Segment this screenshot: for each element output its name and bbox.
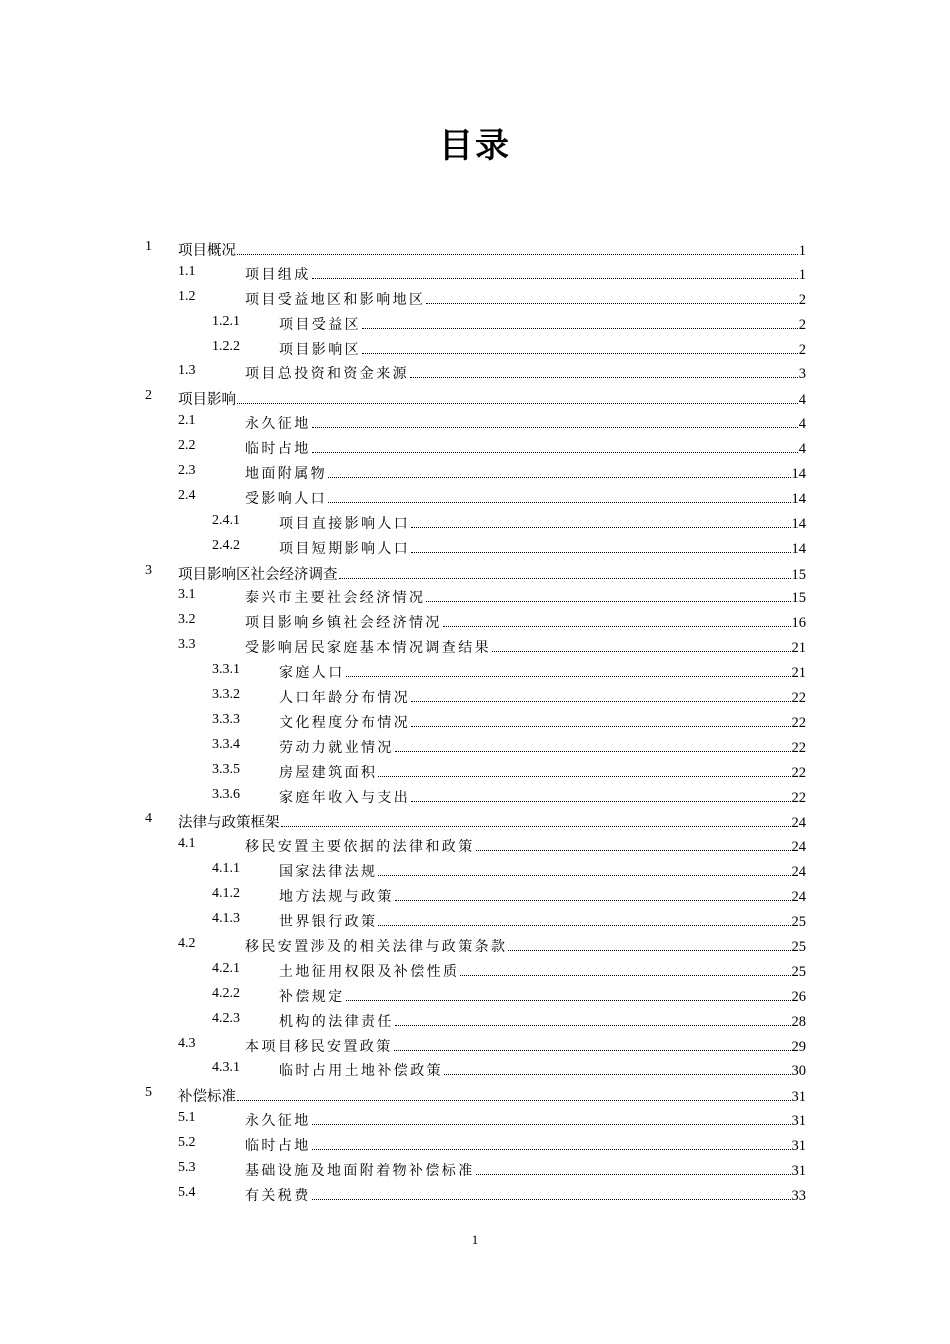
dot-leader [346,1000,791,1001]
dot-leader [411,801,790,802]
toc-entry-title: 基础设施及地面附着物补偿标准 [245,1162,475,1179]
dot-leader [312,1149,791,1150]
toc-entry[interactable] [0,858,950,883]
toc-entry-body [245,363,806,383]
toc-entry-number: 2.1 [178,413,196,429]
toc-entry-body [279,538,806,558]
toc-entry[interactable] [0,311,950,336]
dot-leader [410,377,798,378]
toc-entry-page: 16 [791,615,806,632]
toc-entry[interactable] [0,734,950,759]
toc-entry[interactable] [0,261,950,286]
toc-entry[interactable] [0,1132,950,1157]
toc-entry-page: 29 [791,1038,806,1055]
dot-leader [362,328,798,329]
toc-entry[interactable] [0,634,950,659]
toc-entry-title: 项目受益地区和影响地区 [245,291,426,308]
toc-entry-page: 22 [791,789,806,806]
toc-entry-title: 房屋建筑面积 [279,764,378,781]
dot-leader [312,452,798,453]
toc-entry-body [178,1085,806,1106]
toc-entry-title: 临时占用土地补偿政策 [279,1063,443,1080]
toc-entry[interactable] [0,360,950,385]
toc-entry-title: 永久征地 [245,416,311,433]
toc-entry-page: 31 [791,1162,806,1179]
toc-entry-page: 22 [791,764,806,781]
toc-entry-number: 4.1.1 [212,861,240,877]
toc-entry-number: 2.2 [178,438,196,454]
toc-entry-page: 30 [791,1063,806,1080]
dot-leader [237,1100,791,1101]
toc-entry-title: 项目影响乡镇社会经济情况 [245,615,442,632]
toc-entry-body [279,986,806,1006]
toc-entry-page: 4 [798,392,806,409]
toc-entry-number: 4.2.3 [212,1010,240,1026]
toc-entry-page: 24 [791,815,806,832]
dot-leader [237,403,798,404]
toc-entry[interactable] [0,808,950,833]
toc-entry-title: 项目影响区社会经济调查 [178,566,338,583]
toc-entry-body [245,289,806,309]
toc-entry-title: 文化程度分布情况 [279,714,411,731]
toc-entry[interactable] [0,1157,950,1182]
toc-entry-body [245,1036,806,1056]
toc-entry[interactable] [0,1033,950,1058]
toc-entry-title: 有关税费 [245,1187,311,1204]
dot-leader [411,701,790,702]
toc-entry-body [245,488,806,508]
dot-leader [237,254,798,255]
toc-entry-title: 受影响人口 [245,490,327,507]
toc-entry-title: 国家法律法规 [279,864,378,881]
toc-entry-title: 永久征地 [245,1113,311,1130]
dot-leader [395,900,791,901]
toc-entry-number: 3.3 [178,637,196,653]
toc-entry-number: 4.2.1 [212,960,240,976]
toc-entry-body [279,712,806,732]
toc-entry-body [245,587,806,607]
toc-entry-page: 2 [798,341,806,358]
toc-entry-number: 5.4 [178,1184,196,1200]
toc-entry[interactable] [0,1082,950,1107]
toc-entry-number: 4.3.1 [212,1060,240,1076]
dot-leader [411,552,790,553]
toc-entry-number: 4.1 [178,836,196,852]
toc-entry-number: 1.3 [178,363,196,379]
toc-entry-title: 补偿规定 [279,988,345,1005]
toc-entry-title: 世界银行政策 [279,914,378,931]
toc-entry-body [279,886,806,906]
dot-leader [508,950,790,951]
toc-entry[interactable] [0,958,950,983]
toc-entry-title: 地方法规与政策 [279,889,394,906]
toc-entry-title: 项目概况 [178,243,236,259]
dot-leader [328,477,791,478]
toc-entry-number: 2 [145,388,152,404]
toc-entry-page: 33 [791,1187,806,1204]
toc-entry-body [245,438,806,458]
toc-entry-title: 劳动力就业情况 [279,739,394,756]
dot-leader [476,1174,791,1175]
toc-entry-body [245,1110,806,1130]
toc-entry-number: 1.2.1 [212,313,240,329]
toc-entry-page: 22 [791,690,806,707]
dot-leader [476,850,791,851]
toc-entry-number: 5 [145,1085,152,1101]
toc-entry-page: 1 [798,266,806,283]
toc-entry[interactable] [0,336,950,361]
dot-leader [346,676,791,677]
toc-entry-body [279,787,806,807]
toc-entry[interactable] [0,833,950,858]
toc-entry[interactable] [0,983,950,1008]
toc-entry[interactable] [0,385,950,410]
toc-entry[interactable] [0,510,950,535]
toc-entry-body [245,836,806,856]
toc-entry[interactable] [0,236,950,261]
toc-entry-body [245,413,806,433]
toc-entry-page: 31 [791,1089,806,1106]
dot-leader [328,502,791,503]
toc-entry-body [279,687,806,707]
dot-leader [362,353,798,354]
toc-entry-number: 3.3.1 [212,662,240,678]
toc-entry-page: 2 [798,291,806,308]
toc-entry-number: 3.3.2 [212,687,240,703]
toc-entry-body [245,1135,806,1155]
toc-entry-body [279,861,806,881]
toc-entry-number: 5.3 [178,1159,196,1175]
toc-entry-page: 31 [791,1113,806,1130]
toc-entry-title: 项目受益区 [279,316,361,333]
toc-entry-title: 法律与政策框架 [178,815,280,832]
toc-entry[interactable] [0,709,950,734]
toc-entry-body [279,911,806,931]
toc-entry-page: 24 [791,839,806,856]
toc-entry-body [178,239,806,260]
toc-entry-page: 4 [798,441,806,458]
dot-leader [411,726,790,727]
toc-entry-title: 项目影响区 [279,341,361,358]
toc-entry-title: 项目影响 [178,392,236,409]
dot-leader [394,1050,791,1051]
toc-entry-page: 4 [798,416,806,433]
toc-entry-title: 家庭年收入与支出 [279,789,411,806]
toc-entry-title: 受影响居民家庭基本情况调查结果 [245,640,491,657]
toc-entry[interactable] [0,535,950,560]
toc-entry-number: 3.2 [178,612,196,628]
toc-entry-page: 1 [798,243,806,259]
toc-entry-body [245,612,806,632]
toc-entry[interactable] [0,784,950,809]
toc-entry-number: 4.1.3 [212,911,240,927]
toc-entry-title: 项目直接影响人口 [279,515,411,532]
toc-entry-page: 2 [798,316,806,333]
toc-entry-number: 3.3.5 [212,761,240,777]
toc-entry-page: 14 [791,490,806,507]
toc-entry[interactable] [0,460,950,485]
page-number: 1 [471,1232,479,1247]
toc-entry-title: 机构的法律责任 [279,1013,394,1030]
toc-entry-page: 22 [791,714,806,731]
toc-entry[interactable] [0,1057,950,1082]
dot-leader [312,278,798,279]
toc-entry-page: 25 [791,914,806,931]
toc-entry[interactable] [0,933,950,958]
toc-entry-page: 14 [791,540,806,557]
toc-entry-title: 项目短期影响人口 [279,540,411,557]
toc-entry-number: 1.1 [178,263,196,279]
toc-entry-page: 25 [791,963,806,980]
toc-entry-title: 项目组成 [245,266,311,283]
toc-entry-title: 泰兴市主要社会经济情况 [245,590,426,607]
dot-leader [460,975,790,976]
toc-entry-body [279,762,806,782]
toc-entry-page: 14 [791,466,806,483]
toc-entry[interactable] [0,684,950,709]
toc-entry-number: 5.1 [178,1110,196,1126]
toc-entry-body [245,264,806,284]
toc-entry-title: 临时占地 [245,441,311,458]
toc-entry-body [279,314,806,334]
toc-entry-title: 补偿标准 [178,1089,236,1106]
dot-leader [492,651,791,652]
toc-entry-page: 21 [791,665,806,682]
toc-entry-title: 临时占地 [245,1138,311,1155]
toc-entry[interactable] [0,883,950,908]
toc-entry[interactable] [0,584,950,609]
toc-entry[interactable] [0,1182,950,1207]
toc-entry-number: 3.3.3 [212,711,240,727]
toc-entry-body [279,662,806,682]
toc-entry-number: 2.3 [178,463,196,479]
dot-leader [312,1124,791,1125]
toc-entry[interactable] [0,908,950,933]
dot-leader [444,1074,791,1075]
dot-leader [378,776,790,777]
toc-entry-number: 1.2 [178,288,196,304]
dot-leader [378,925,790,926]
toc-entry-page: 24 [791,889,806,906]
dot-leader [312,427,798,428]
toc-entry-page: 3 [798,366,806,383]
toc-entry-number: 2.4.2 [212,537,240,553]
toc-entry-number: 4.1.2 [212,886,240,902]
toc-entry-title: 移民安置主要依据的法律和政策 [245,839,475,856]
dot-leader [443,626,791,627]
dot-leader [426,303,797,304]
dot-leader [312,1199,791,1200]
toc-entry-body [279,1060,806,1080]
toc-entry[interactable] [0,659,950,684]
toc-entry[interactable] [0,485,950,510]
toc-entry-body [178,388,806,409]
toc-entry-number: 4.3 [178,1035,196,1051]
toc-entry-title: 人口年龄分布情况 [279,690,411,707]
toc-entry-page: 24 [791,864,806,881]
toc-entry-page: 15 [791,590,806,607]
toc-entry-title: 项目总投资和资金来源 [245,366,409,383]
toc-entry-number: 2.4 [178,487,196,503]
toc-entry-page: 14 [791,515,806,532]
toc-entry-title: 本项目移民安置政策 [245,1038,393,1055]
toc-entry-title: 地面附属物 [245,466,327,483]
toc-entry-page: 28 [791,1013,806,1030]
dot-leader [411,527,790,528]
toc-entry-title: 家庭人口 [279,665,345,682]
toc-entry-body [279,961,806,981]
toc-entry-body [178,563,806,584]
toc-entry[interactable] [0,759,950,784]
table-of-contents [0,236,950,1207]
toc-entry-body [245,637,806,657]
page-title: 目录 [439,126,511,166]
toc-entry-body [279,513,806,533]
toc-entry-body [279,737,806,757]
toc-entry-number: 3.3.6 [212,786,240,802]
dot-leader [395,751,791,752]
toc-entry-body [245,1160,806,1180]
toc-entry-title: 移民安置涉及的相关法律与政策条款 [245,938,508,955]
toc-entry[interactable] [0,1107,950,1132]
toc-entry-page: 26 [791,988,806,1005]
toc-entry-page: 22 [791,739,806,756]
toc-entry[interactable] [0,410,950,435]
toc-entry[interactable] [0,1008,950,1033]
toc-entry[interactable] [0,560,950,585]
toc-entry-page: 15 [791,566,806,583]
dot-leader [426,601,790,602]
toc-entry-body [279,339,806,359]
dot-leader [378,875,790,876]
toc-entry-number: 2.4.1 [212,512,240,528]
toc-entry-number: 3 [145,562,152,578]
toc-entry-number: 4.2 [178,935,196,951]
toc-entry-number: 1.2.2 [212,338,240,354]
dot-leader [339,578,791,579]
toc-entry-number: 3.1 [178,587,196,603]
toc-entry-body [245,936,806,956]
toc-entry-number: 1 [145,239,152,254]
toc-entry[interactable] [0,435,950,460]
toc-entry-page: 31 [791,1138,806,1155]
toc-entry-body [178,811,806,832]
toc-entry-page: 21 [791,640,806,657]
dot-leader [281,826,791,827]
toc-entry-number: 4.2.2 [212,985,240,1001]
dot-leader [395,1025,791,1026]
toc-entry-number: 3.3.4 [212,736,240,752]
toc-entry-number: 4 [145,811,152,827]
toc-entry[interactable] [0,286,950,311]
toc-entry-body [279,1011,806,1031]
toc-entry-number: 5.2 [178,1135,196,1151]
toc-entry-title: 土地征用权限及补偿性质 [279,963,460,980]
toc-entry-page: 25 [791,938,806,955]
toc-entry[interactable] [0,609,950,634]
toc-entry-body [245,1185,806,1205]
toc-entry-body [245,463,806,483]
